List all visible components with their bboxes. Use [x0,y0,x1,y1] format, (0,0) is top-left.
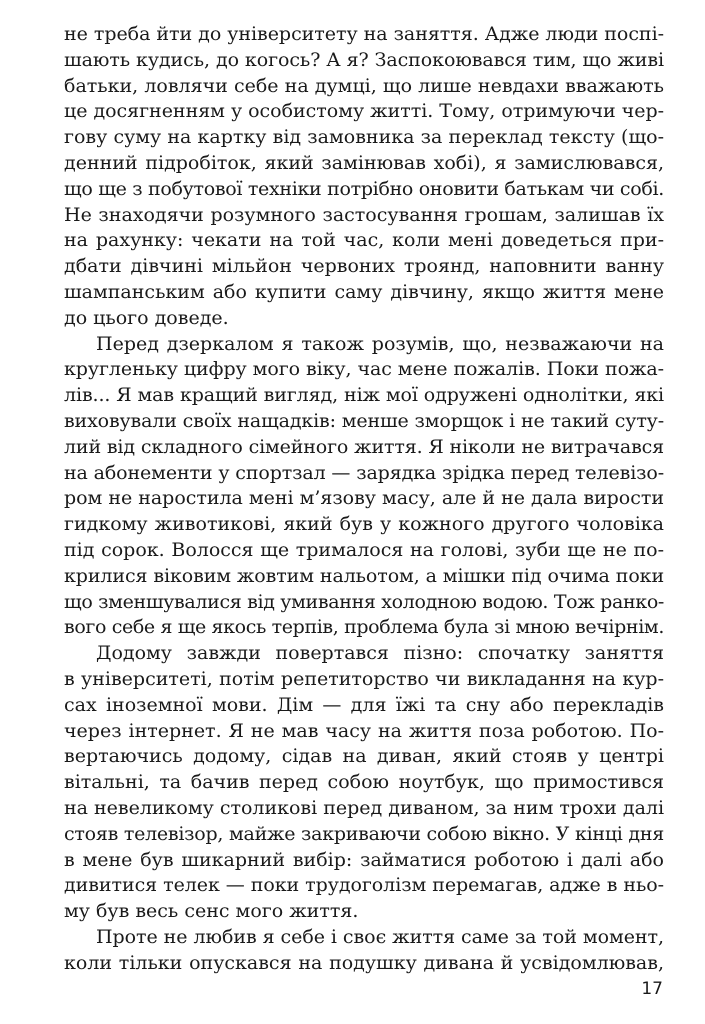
text-line: це досягненням у особистому житті. Тому, отримуючи чер- [64,100,664,123]
text-line: лий від складного сімейного життя. Я ніколи не витрачався [64,435,665,458]
text-line: шампанським або купити саму дівчину, якщо життя мене [64,280,664,303]
text-line: шають кудись, до когось? А я? Заспокоювався тим, що живі [64,48,665,71]
text-line: Додому завжди повертався пізно: спочатку заняття [96,642,664,665]
body-text [64,22,664,976]
text-line: на абонементи у спортзал — зарядка зрідка перед телевізо- [64,461,665,484]
text-line: Проте не любив я себе і своє життя саме за той момент, [96,925,664,948]
text-line: дбати дівчині мільйон червоних троянд, наповнити ванну [64,255,664,278]
text-line: під сорок. Волосся ще трималося на голові, зуби ще не по- [64,538,664,561]
text-line: му був весь сенс мого життя. [64,900,359,923]
text-line: Не знаходячи розумного застосування грошам, залишав їх [64,203,664,226]
text-line: до цього доведе. [64,306,229,329]
text-line: на невеликому столикові перед диваном, за ним трохи далі [64,796,665,819]
text-line: кругленьку цифру мого віку, час мене пожалів. Поки пожа- [64,358,664,381]
text-line: виховували своїх нащадків: менше зморщок і не такий суту- [64,409,665,432]
text-line: вітальні, та бачив перед собою ноутбук, що примостився [64,771,664,794]
text-line: стояв телевізор, майже закриваючи собою вікно. У кінці дня [64,822,665,845]
text-line: ром не наростила мені м’язову масу, але й не дала вирости [64,487,664,510]
page-number: 17 [641,979,663,999]
text-line: крилися віковим жовтим нальотом, а мішки під очима поки [64,564,665,587]
text-line: вого себе я ще якось терпів, проблема була зі мною вечірнім. [64,616,664,639]
text-line: гову суму на картку від замовника за переклад тексту (що- [64,126,664,149]
text-line: через інтернет. Я не мав часу на життя поза роботою. По- [64,719,664,742]
text-line: вертаючись додому, сідав на диван, який стояв у центрі [64,745,664,768]
text-line: гидкому животикові, який був у кожного другого чоловіка [64,513,664,536]
text-line: дивитися телек — поки трудоголізм перемагав, адже в ньо- [64,874,664,897]
text-line: Перед дзеркалом я також розумів, що, незважаючи на [96,332,664,355]
text-line: лів... Я мав кращий вигляд, ніж мої одружені однолітки, які [64,384,664,407]
text-line: денний підробіток, який замінював хобі), я замислювався, [64,151,664,174]
text-line: на рахунку: чекати на той час, коли мені доведеться при- [64,229,664,252]
text-line: коли тільки опускався на подушку дивана й усвідомлював, [64,951,664,974]
text-line: сах іноземної мови. Дім — для їжі та сну або перекладів [64,693,664,716]
text-line: в мене був шикарний вибір: займатися роботою і далі або [64,848,664,871]
text-line: що ще з побутової техніки потрібно оновити батькам чи собі. [64,177,665,200]
text-line: батьки, ловлячи себе на думці, що лише невдахи вважають [64,74,664,97]
text-line: що зменшувалися від умивання холодною водою. Тож ранко- [64,590,665,613]
text-line: в університеті, потім репетиторство чи викладання на кур- [64,667,664,690]
text-line: не треба йти до університету на заняття. Адже люди поспі- [64,23,664,45]
